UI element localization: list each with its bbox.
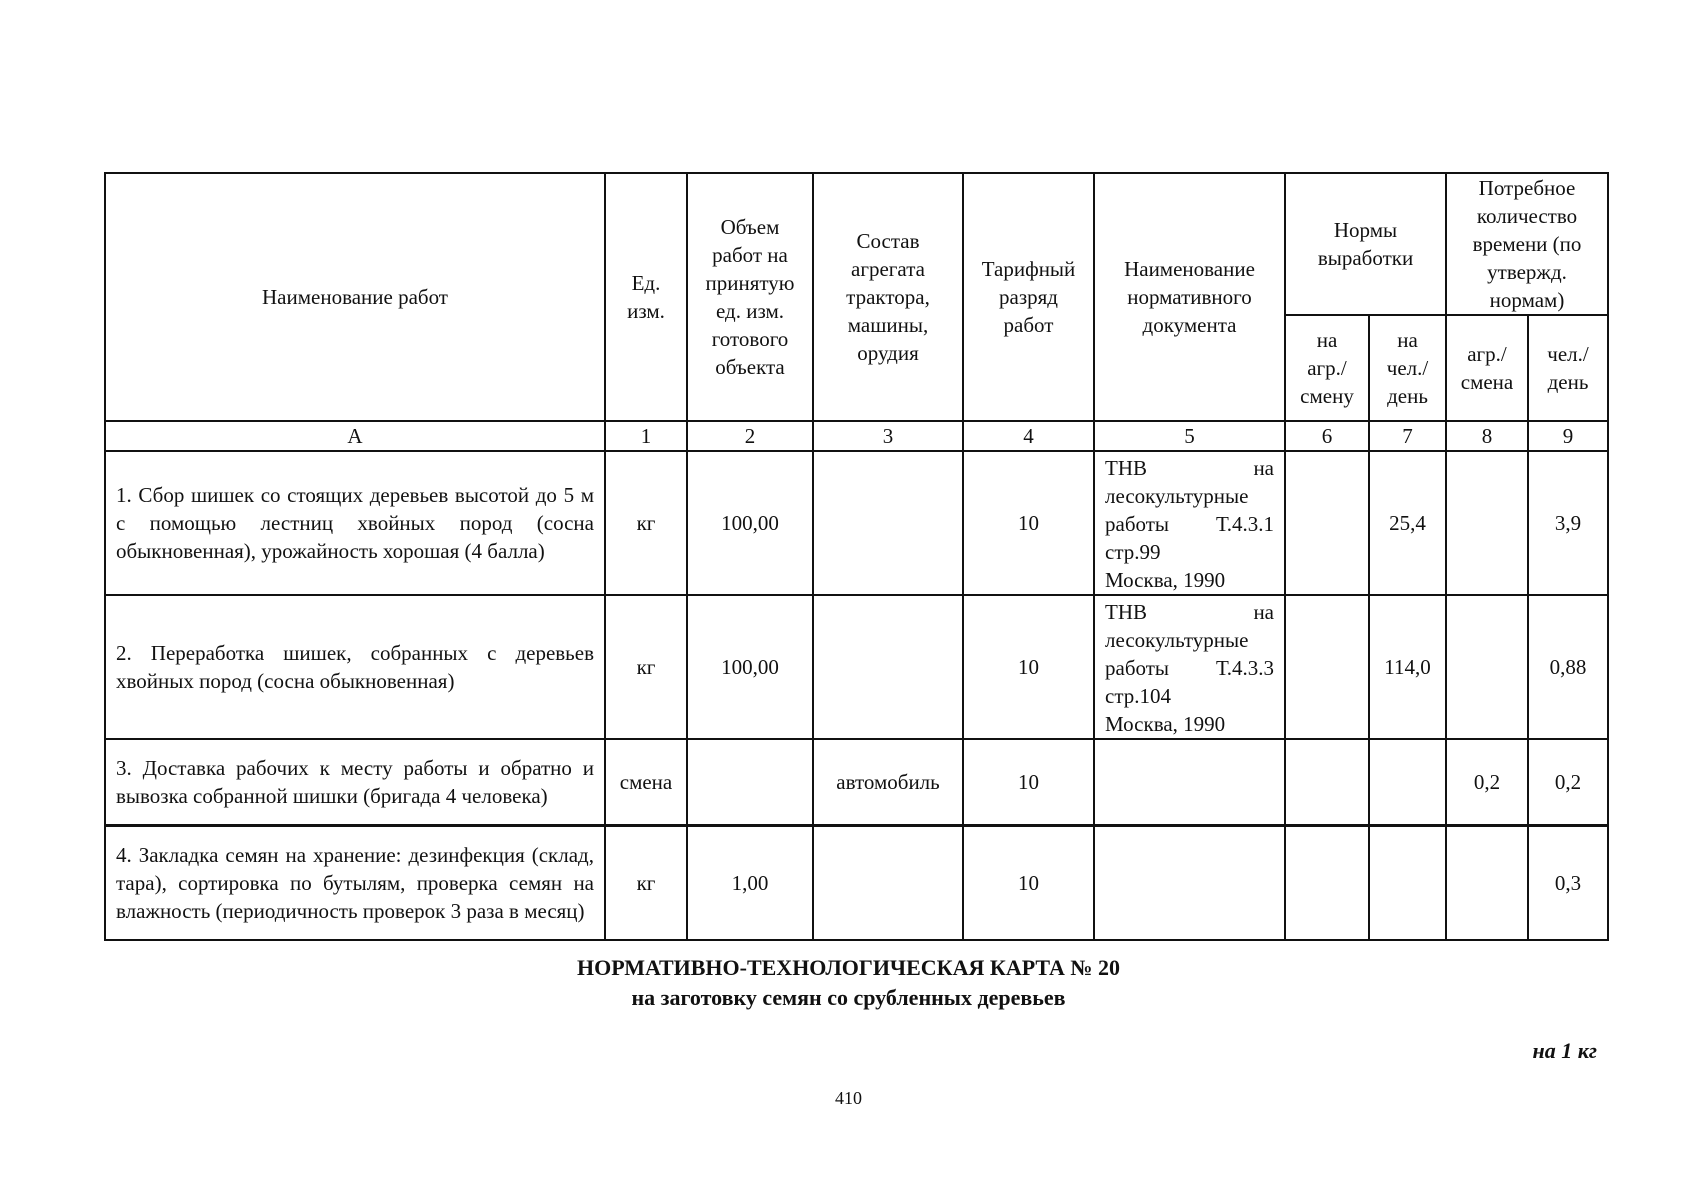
header-tariff: Тарифный разряд работ <box>963 173 1094 421</box>
column-number: 3 <box>813 421 963 451</box>
time-person-cell: 0,3 <box>1528 826 1608 941</box>
doc-line <box>1105 598 1274 626</box>
card-subtitle: на заготовку семян со срубленных деревьев <box>631 985 1066 1010</box>
table-row <box>105 451 1608 595</box>
aggregate-cell <box>813 451 963 595</box>
norm-agr-cell <box>1285 451 1369 595</box>
column-number: А <box>105 421 605 451</box>
volume-cell <box>687 739 813 826</box>
header-volume: Объем работ на принятую ед. изм. готового объекта <box>687 173 813 421</box>
header-work-name: Наименование работ <box>105 173 605 421</box>
header-row <box>105 173 1608 315</box>
work-name-cell: 1. Сбор шишек со стоящих деревьев высотой до 5 м с помощью лестниц хвойных пород (сосна обыкновенная), урожайность хорошая (4 балла) <box>105 451 605 595</box>
time-agr-cell <box>1446 595 1528 739</box>
doc-cell <box>1094 739 1285 826</box>
doc-line <box>1105 510 1274 538</box>
doc-text: Москва, 1990 <box>1105 568 1226 592</box>
volume-cell: 1,00 <box>687 826 813 941</box>
column-number: 8 <box>1446 421 1528 451</box>
doc-text: на <box>1253 600 1274 624</box>
unit-note: на 1 кг <box>1532 1038 1597 1063</box>
tariff-cell: 10 <box>963 739 1094 826</box>
header-unit: Ед. изм. <box>605 173 687 421</box>
header-time: Потребное количество времени (по утвержд. нормам) <box>1446 173 1608 315</box>
volume-cell: 100,00 <box>687 451 813 595</box>
aggregate-cell <box>813 826 963 941</box>
column-number: 2 <box>687 421 813 451</box>
doc-text: стр.99 <box>1105 540 1161 564</box>
header-norms-agr: на агр./ смену <box>1285 315 1369 421</box>
time-agr-cell: 0,2 <box>1446 739 1528 826</box>
doc-text: работы <box>1105 656 1170 680</box>
work-name-cell: 4. Закладка семян на хранение: дезинфекция (склад, тара), сортировка по бутылям, проверка семян на влажность (периодичность проверок 3 раза в месяц) <box>105 826 605 941</box>
doc-text: ТНВ <box>1105 456 1147 480</box>
time-person-cell: 3,9 <box>1528 451 1608 595</box>
header-time-agr: агр./ смена <box>1446 315 1528 421</box>
card-title: НОРМАТИВНО-ТЕХНОЛОГИЧЕСКАЯ КАРТА № 20 <box>576 955 1120 980</box>
doc-text: Москва, 1990 <box>1105 712 1226 736</box>
norm-person-cell: 25,4 <box>1369 451 1446 595</box>
unit-cell: кг <box>605 451 687 595</box>
volume-cell: 100,00 <box>687 595 813 739</box>
column-number: 5 <box>1094 421 1285 451</box>
norm-person-cell: 114,0 <box>1369 595 1446 739</box>
header-norms: Нормы выработки <box>1285 173 1446 315</box>
aggregate-cell: автомобиль <box>813 739 963 826</box>
header-doc: Наименование нормативного документа <box>1094 173 1285 421</box>
norms-table <box>104 172 1609 941</box>
work-name-cell: 3. Доставка рабочих к месту работы и обратно и вывозка собранной шишки (бригада 4 человека) <box>105 739 605 826</box>
header-time-person: чел./ день <box>1528 315 1608 421</box>
doc-line <box>1105 454 1274 482</box>
tariff-cell: 10 <box>963 826 1094 941</box>
column-number: 7 <box>1369 421 1446 451</box>
time-person-cell: 0,88 <box>1528 595 1608 739</box>
doc-text: стр.104 <box>1105 684 1172 708</box>
norm-agr-cell <box>1285 826 1369 941</box>
doc-text: лесокультурные <box>1105 628 1249 652</box>
time-person-cell: 0,2 <box>1528 739 1608 826</box>
doc-text: ТНВ <box>1105 600 1147 624</box>
doc-line <box>1105 654 1274 682</box>
unit-cell: смена <box>605 739 687 826</box>
column-number: 4 <box>963 421 1094 451</box>
tariff-cell: 10 <box>963 595 1094 739</box>
time-agr-cell <box>1446 451 1528 595</box>
norm-agr-cell <box>1285 595 1369 739</box>
header-aggregate: Состав агрегата трактора, машины, орудия <box>813 173 963 421</box>
time-agr-cell <box>1446 826 1528 941</box>
column-number: 1 <box>605 421 687 451</box>
table-row <box>105 826 1608 941</box>
table-row <box>105 595 1608 739</box>
column-number-row <box>105 421 1608 451</box>
doc-text: лесокультурные <box>1105 484 1249 508</box>
unit-cell: кг <box>605 595 687 739</box>
doc-text: работы <box>1105 512 1170 536</box>
doc-cell <box>1094 451 1285 595</box>
doc-text: Т.4.3.1 <box>1216 512 1274 536</box>
column-number: 6 <box>1285 421 1369 451</box>
doc-cell <box>1094 595 1285 739</box>
page-number: 410 <box>835 1088 862 1108</box>
column-number: 9 <box>1528 421 1608 451</box>
header-norms-person: на чел./ день <box>1369 315 1446 421</box>
norm-person-cell <box>1369 739 1446 826</box>
doc-text: на <box>1253 456 1274 480</box>
norm-person-cell <box>1369 826 1446 941</box>
tariff-cell: 10 <box>963 451 1094 595</box>
table-row <box>105 739 1608 826</box>
aggregate-cell <box>813 595 963 739</box>
work-name-cell: 2. Переработка шишек, собранных с деревьев хвойных пород (сосна обыкновенная) <box>105 595 605 739</box>
norm-agr-cell <box>1285 739 1369 826</box>
doc-text: Т.4.3.3 <box>1216 656 1274 680</box>
unit-cell: кг <box>605 826 687 941</box>
doc-cell <box>1094 826 1285 941</box>
